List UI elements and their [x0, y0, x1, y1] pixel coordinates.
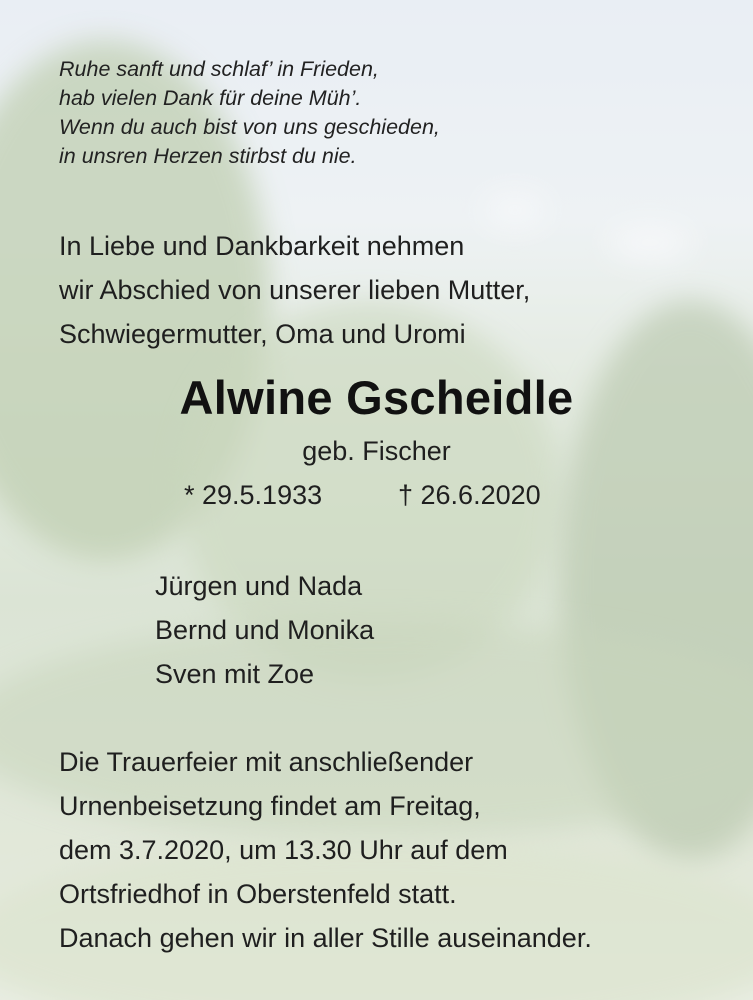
service-line: dem 3.7.2020, um 13.30 Uhr auf dem — [59, 835, 508, 865]
intro-line: wir Abschied von unserer lieben Mutter, — [59, 275, 531, 305]
deceased-name: Alwine Gscheidle — [179, 371, 574, 424]
death-date: † 26.6.2020 — [398, 480, 541, 510]
service-line: Urnenbeisetzung findet am Freitag, — [59, 791, 481, 821]
mourners-list — [155, 564, 374, 696]
poem-line: Ruhe sanft und schlaf’ in Frieden, — [59, 57, 379, 81]
intro-text — [59, 224, 530, 356]
mourner-entry: Bernd und Monika — [155, 615, 375, 645]
intro-line: In Liebe und Dankbarkeit nehmen — [59, 231, 465, 261]
poem-line: hab vielen Dank für deine Müh’. — [59, 86, 362, 110]
birth-date: * 29.5.1933 — [184, 480, 323, 510]
poem-line: Wenn du auch bist von uns geschieden, — [59, 115, 440, 139]
mourner-entry: Jürgen und Nada — [155, 571, 363, 601]
service-line: Ortsfriedhof in Oberstenfeld statt. — [59, 879, 457, 909]
poem-line: in unsren Herzen stirbst du nie. — [59, 144, 357, 168]
service-information — [59, 740, 592, 960]
poem — [59, 55, 440, 171]
mourner-entry: Sven mit Zoe — [155, 659, 315, 689]
service-line: Die Trauerfeier mit anschließender — [59, 747, 474, 777]
service-line: Danach gehen wir in aller Stille auseinander. — [59, 923, 592, 953]
birth-name: geb. Fischer — [302, 436, 451, 466]
intro-line: Schwiegermutter, Oma und Uromi — [59, 319, 466, 349]
